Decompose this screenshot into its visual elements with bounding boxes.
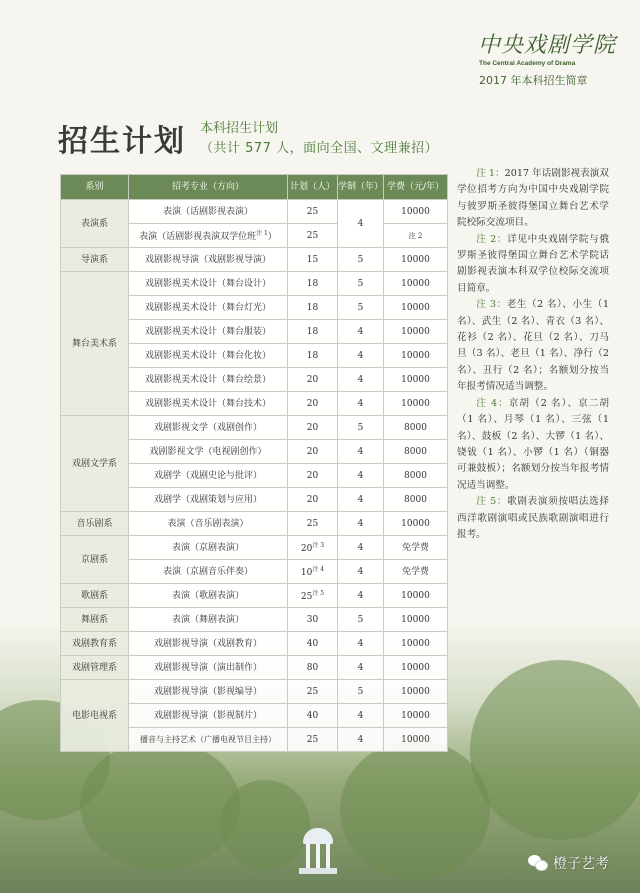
plan-cell: $25^{注 5}$ bbox=[288, 584, 338, 608]
major-cell: 戏剧影视导演（影视编导） bbox=[129, 680, 288, 704]
column-header-department: 系别 bbox=[61, 175, 129, 200]
footnote-label: 注 5： bbox=[476, 496, 508, 508]
major-cell: 戏剧影视导演（戏剧影视导演） bbox=[129, 248, 288, 272]
tuition-cell: 8000 bbox=[384, 416, 448, 440]
tree-decoration bbox=[340, 740, 490, 880]
major-cell: 戏剧影视美术设计（舞台设计） bbox=[129, 272, 288, 296]
years-cell: 4 bbox=[338, 632, 384, 656]
years-cell: 4 bbox=[338, 728, 384, 752]
tuition-cell: 10000 bbox=[384, 344, 448, 368]
plan-cell: 80 bbox=[288, 656, 338, 680]
years-cell: 4 bbox=[338, 512, 384, 536]
table-row bbox=[61, 632, 448, 656]
tuition-cell: 10000 bbox=[384, 608, 448, 632]
footnote bbox=[457, 232, 609, 298]
years-cell: 4 bbox=[338, 584, 384, 608]
table-row bbox=[61, 248, 448, 272]
major-cell: 表演（舞剧表演） bbox=[129, 608, 288, 632]
major-cell: 戏剧影视美术设计（舞台绘景） bbox=[129, 368, 288, 392]
major-cell: 表演（歌剧表演） bbox=[129, 584, 288, 608]
table-header-row bbox=[61, 175, 448, 200]
tuition-cell: 10000 bbox=[384, 248, 448, 272]
column-header-tuition: 学费（元/年） bbox=[384, 175, 448, 200]
plan-cell: 18 bbox=[288, 272, 338, 296]
table-row bbox=[61, 512, 448, 536]
years-cell: 4 bbox=[338, 320, 384, 344]
major-cell: 戏剧影视美术设计（舞台技术） bbox=[129, 392, 288, 416]
pavilion-image bbox=[303, 828, 333, 874]
tuition-cell: 10000 bbox=[384, 656, 448, 680]
page-subtitle: 本科招生计划 bbox=[200, 121, 279, 136]
tuition-cell: 10000 bbox=[384, 200, 448, 224]
table-row bbox=[61, 608, 448, 632]
plan-cell: 20 bbox=[288, 416, 338, 440]
department-cell: 导演系 bbox=[61, 248, 129, 272]
major-cell: 表演（京剧表演） bbox=[129, 536, 288, 560]
wechat-icon bbox=[528, 855, 548, 871]
footnote-label: 注 2： bbox=[476, 233, 508, 245]
plan-cell: 18 bbox=[288, 296, 338, 320]
department-cell: 舞剧系 bbox=[61, 608, 129, 632]
tuition-cell: 10000 bbox=[384, 512, 448, 536]
tuition-cell: 免学费 bbox=[384, 536, 448, 560]
years-cell: 5 bbox=[338, 680, 384, 704]
years-cell: 4 bbox=[338, 392, 384, 416]
tuition-cell: 10000 bbox=[384, 632, 448, 656]
major-cell: 戏剧学（戏剧史论与批评） bbox=[129, 464, 288, 488]
footnote-marker: 注 3 bbox=[312, 542, 325, 549]
plan-cell: 25 bbox=[288, 728, 338, 752]
years-cell: 4 bbox=[338, 704, 384, 728]
tuition-cell: 10000 bbox=[384, 296, 448, 320]
plan-cell: 20 bbox=[288, 464, 338, 488]
footnote-label: 注 4： bbox=[476, 397, 509, 409]
major-cell: 戏剧影视文学（戏剧创作） bbox=[129, 416, 288, 440]
major-cell: 戏剧影视美术设计（舞台服装） bbox=[129, 320, 288, 344]
column-header-plan: 计划（人） bbox=[288, 175, 338, 200]
department-cell: 歌剧系 bbox=[61, 584, 129, 608]
academy-english-name: The Central Academy of Drama bbox=[479, 60, 576, 67]
brochure-title: 2017 年本科招生简章 bbox=[479, 74, 588, 87]
enrollment-summary: （共计 577 人，面向全国、文理兼招） bbox=[200, 141, 439, 156]
plan-cell: $20^{注 3}$ bbox=[288, 536, 338, 560]
plan-cell: 25 bbox=[288, 224, 338, 248]
tuition-cell: 10000 bbox=[384, 368, 448, 392]
footnote bbox=[457, 494, 609, 543]
department-cell: 音乐剧系 bbox=[61, 512, 129, 536]
years-cell: 5 bbox=[338, 608, 384, 632]
major-cell: 表演（话剧影视表演双学位班$^{注 1}$） bbox=[129, 224, 288, 248]
footnote-label: 注 1： bbox=[476, 168, 505, 179]
plan-cell: 40 bbox=[288, 632, 338, 656]
tuition-cell: 10000 bbox=[384, 320, 448, 344]
department-cell: 京剧系 bbox=[61, 536, 129, 584]
plan-cell: 20 bbox=[288, 392, 338, 416]
plan-cell: 18 bbox=[288, 344, 338, 368]
major-cell: 戏剧影视导演（演出制作） bbox=[129, 656, 288, 680]
major-cell: 戏剧影视美术设计（舞台灯光） bbox=[129, 296, 288, 320]
tuition-cell: 8000 bbox=[384, 488, 448, 512]
major-cell: 播音与主持艺术（广播电视节目主持） bbox=[129, 728, 288, 752]
table-row bbox=[61, 656, 448, 680]
enrollment-plan-table bbox=[60, 174, 448, 752]
plan-cell: 30 bbox=[288, 608, 338, 632]
years-cell: 4 bbox=[338, 368, 384, 392]
footnote bbox=[457, 396, 609, 494]
plan-cell: 25 bbox=[288, 512, 338, 536]
tuition-cell: 免学费 bbox=[384, 560, 448, 584]
tree-decoration bbox=[80, 740, 240, 870]
plan-cell: 20 bbox=[288, 440, 338, 464]
plan-cell: $10^{注 4}$ bbox=[288, 560, 338, 584]
plan-cell: 18 bbox=[288, 320, 338, 344]
footnote-marker: 注 4 bbox=[312, 566, 325, 573]
plan-cell: 20 bbox=[288, 368, 338, 392]
major-cell: 表演（话剧影视表演） bbox=[129, 200, 288, 224]
years-cell: 4 bbox=[338, 536, 384, 560]
years-cell: 5 bbox=[338, 272, 384, 296]
footnote-text: 详见中央戏剧学院与俄罗斯圣彼得堡国立舞台艺术学院话剧影视表演本科双学位校际交流项目简章。 bbox=[457, 233, 609, 294]
footnote-text: 2017 年话剧影视表演双学位招考方向为中国中央戏剧学院与彼罗斯圣彼得堡国立舞台艺术学院校际交流项目。 bbox=[457, 168, 610, 229]
plan-cell: 20 bbox=[288, 488, 338, 512]
major-cell: 戏剧影视导演（戏剧教育） bbox=[129, 632, 288, 656]
table-row bbox=[61, 680, 448, 704]
footnote bbox=[457, 166, 609, 232]
tuition-cell: 10000 bbox=[384, 728, 448, 752]
tuition-cell: 10000 bbox=[384, 584, 448, 608]
tuition-cell: 注 2 bbox=[384, 224, 448, 248]
footnote-text: 老生（2 名）、小生（1 名）、武生（2 名）、青衣（3 名）、花衫（2 名）、花旦（2 名）、刀马旦（3 名）、老旦（1 名）、净行（2 名）、丑行（2 名）；名额划分按当年报考情况适当调整。 bbox=[457, 299, 609, 393]
major-cell: 戏剧影视美术设计（舞台化妆） bbox=[129, 344, 288, 368]
major-cell: 戏剧影视导演（影视制片） bbox=[129, 704, 288, 728]
tuition-cell: 10000 bbox=[384, 272, 448, 296]
table-row bbox=[61, 416, 448, 440]
table-row bbox=[61, 272, 448, 296]
years-cell: 4 bbox=[338, 488, 384, 512]
years-cell: 4 bbox=[338, 656, 384, 680]
years-cell: 5 bbox=[338, 416, 384, 440]
watermark bbox=[528, 853, 609, 873]
years-cell: 4 bbox=[338, 344, 384, 368]
tuition-cell: 10000 bbox=[384, 704, 448, 728]
years-cell: 4 bbox=[338, 200, 384, 248]
plan-cell: 25 bbox=[288, 200, 338, 224]
footnotes bbox=[457, 166, 609, 543]
tuition-cell: 8000 bbox=[384, 464, 448, 488]
footnote bbox=[457, 297, 609, 395]
department-cell: 舞台美术系 bbox=[61, 272, 129, 416]
footnote-marker: 注 5 bbox=[312, 590, 325, 597]
column-header-major: 招考专业（方向） bbox=[129, 175, 288, 200]
page-title: 招生计划 bbox=[58, 124, 186, 159]
years-cell: 4 bbox=[338, 464, 384, 488]
department-cell: 戏剧文学系 bbox=[61, 416, 129, 512]
footnote-text: 京胡（2 名）、京二胡（1 名）、月琴（1 名）、三弦（1 名）、鼓板（2 名）、大锣（1 名）、铙钹（1 名）、小锣（1 名）（铜器可兼鼓板）；名额划分按当年报考情况适当调整。 bbox=[457, 397, 609, 491]
department-cell: 电影电视系 bbox=[61, 680, 129, 752]
footnote-text: 歌剧表演须按唱法选择西洋歌剧演唱或民族歌剧演唱进行报考。 bbox=[457, 496, 609, 540]
major-cell: 表演（音乐剧表演） bbox=[129, 512, 288, 536]
table-row bbox=[61, 200, 448, 224]
table-row bbox=[61, 584, 448, 608]
tuition-cell: 10000 bbox=[384, 392, 448, 416]
years-cell: 4 bbox=[338, 560, 384, 584]
footnote-label: 注 3： bbox=[476, 299, 507, 311]
plan-cell: 15 bbox=[288, 248, 338, 272]
years-cell: 5 bbox=[338, 248, 384, 272]
tree-decoration bbox=[470, 660, 640, 840]
table-row bbox=[61, 536, 448, 560]
plan-cell: 25 bbox=[288, 680, 338, 704]
years-cell: 4 bbox=[338, 440, 384, 464]
tree-decoration bbox=[220, 780, 310, 870]
major-cell: 表演（京剧音乐伴奏） bbox=[129, 560, 288, 584]
major-cell: 戏剧影视文学（电视剧创作） bbox=[129, 440, 288, 464]
years-cell: 5 bbox=[338, 296, 384, 320]
academy-logo: 中央戏剧学院 bbox=[478, 33, 617, 58]
tuition-cell: 10000 bbox=[384, 680, 448, 704]
plan-cell: 40 bbox=[288, 704, 338, 728]
tuition-cell: 8000 bbox=[384, 440, 448, 464]
watermark-text: 橙子艺考 bbox=[553, 856, 609, 872]
department-cell: 戏剧管理系 bbox=[61, 656, 129, 680]
department-cell: 表演系 bbox=[61, 200, 129, 248]
department-cell: 戏剧教育系 bbox=[61, 632, 129, 656]
footnote-marker: 注 1 bbox=[256, 230, 268, 237]
major-cell: 戏剧学（戏剧策划与应用） bbox=[129, 488, 288, 512]
column-header-years: 学制（年） bbox=[338, 175, 384, 200]
